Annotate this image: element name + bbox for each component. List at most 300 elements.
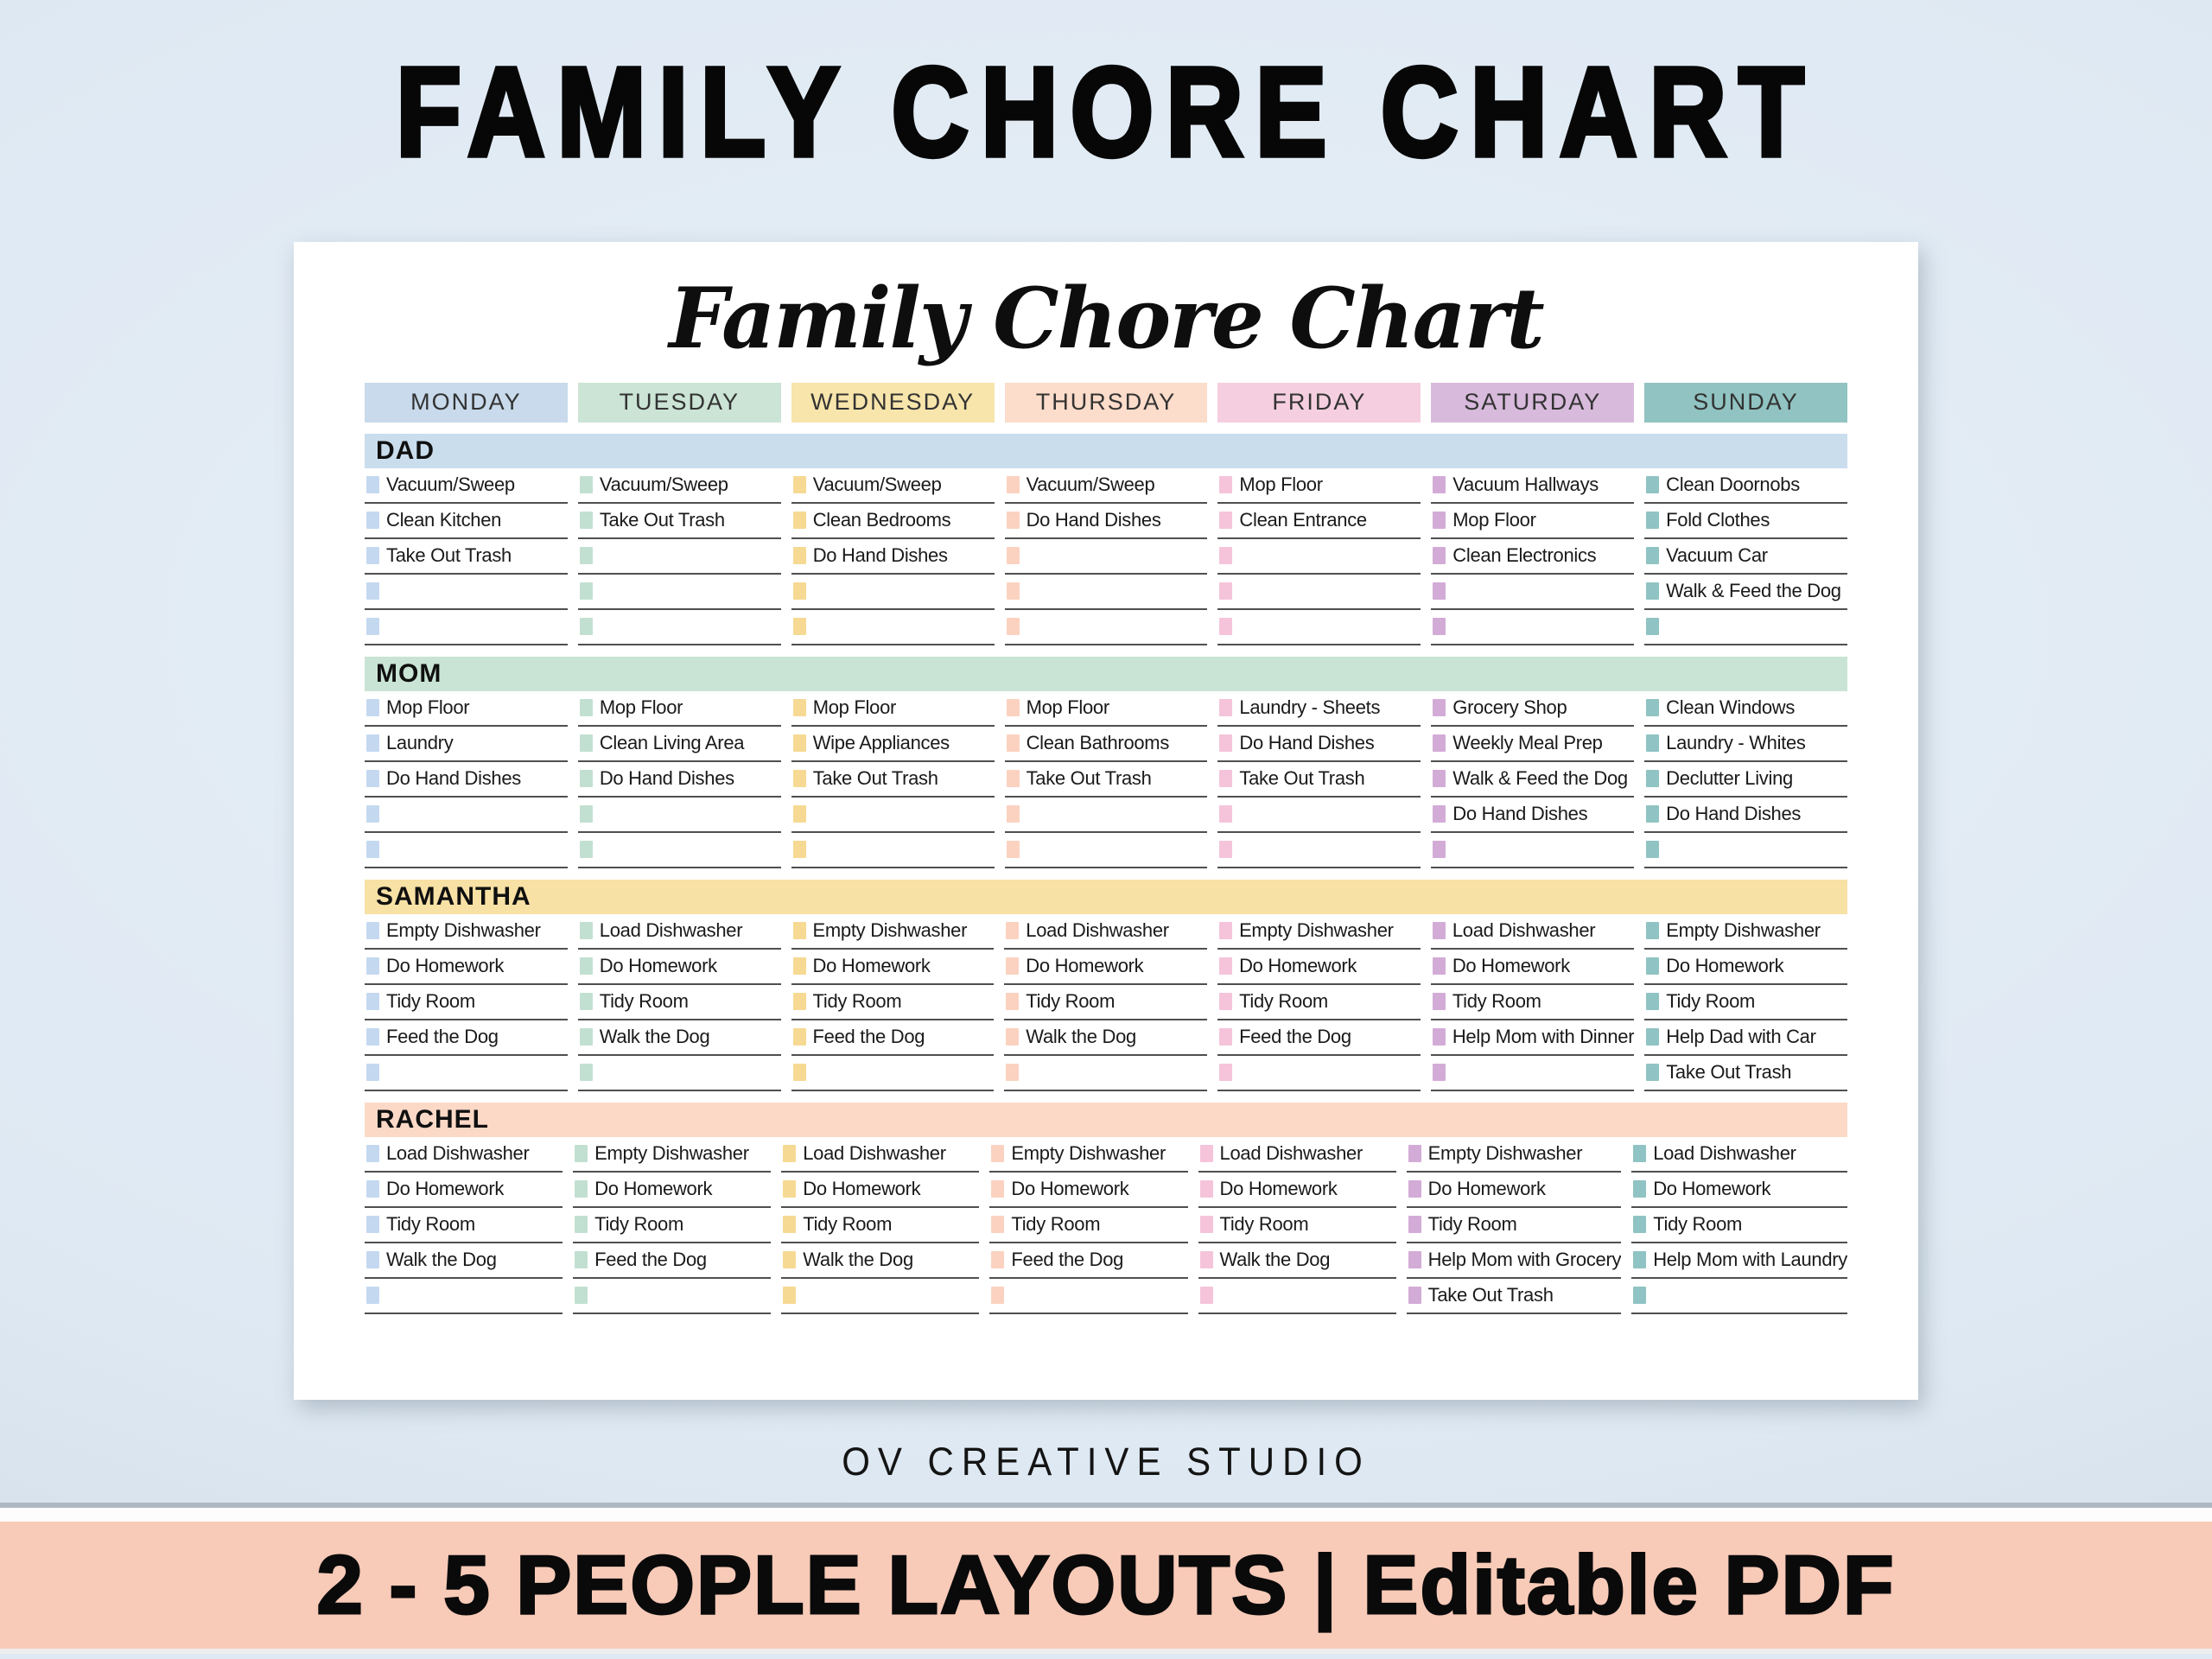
chore-checkbox[interactable] <box>366 734 379 752</box>
chore-row <box>791 610 995 645</box>
chore-checkbox[interactable] <box>366 993 379 1010</box>
chore-checkbox[interactable] <box>366 805 379 823</box>
chore-checkbox[interactable] <box>1646 841 1659 858</box>
chore-label: Clean Bedrooms <box>812 509 951 531</box>
chore-checkbox[interactable] <box>1408 1251 1421 1268</box>
chore-checkbox[interactable] <box>1200 1287 1213 1304</box>
chore-label: Do Hand Dishes <box>1666 803 1802 825</box>
chore-checkbox[interactable] <box>1408 1216 1421 1233</box>
chore-row <box>1431 985 1634 1020</box>
chore-checkbox[interactable] <box>575 1145 588 1162</box>
chore-checkbox[interactable] <box>1433 922 1446 939</box>
chore-checkbox[interactable] <box>783 1287 796 1304</box>
chore-checkbox[interactable] <box>1006 993 1019 1010</box>
chore-row <box>1217 762 1421 798</box>
chore-checkbox[interactable] <box>793 699 806 716</box>
chore-checkbox[interactable] <box>1007 841 1020 858</box>
chore-checkbox[interactable] <box>1219 582 1232 600</box>
chore-checkbox[interactable] <box>1433 476 1446 493</box>
day-header-friday: FRIDAY <box>1217 383 1421 423</box>
chore-checkbox[interactable] <box>1633 1180 1646 1198</box>
chore-row <box>365 985 568 1020</box>
chore-label: Help Mom with Dinner <box>1452 1026 1635 1048</box>
chore-checkbox[interactable] <box>580 547 593 564</box>
chore-row <box>791 914 995 950</box>
chore-row <box>1407 1137 1622 1173</box>
chore-label: Clean Entrance <box>1239 509 1367 531</box>
chore-label: Take Out Trash <box>1026 767 1152 790</box>
chore-label: Walk the Dog <box>803 1249 913 1271</box>
chore-row <box>791 575 995 610</box>
chore-row <box>1005 833 1208 868</box>
chore-checkbox[interactable] <box>1200 1180 1213 1198</box>
chore-checkbox[interactable] <box>793 734 806 752</box>
chore-label: Vacuum/Sweep <box>812 474 942 496</box>
chore-label: Load Dishwasher <box>1219 1142 1363 1165</box>
chore-label: Tidy Room <box>599 990 689 1013</box>
chore-row <box>1407 1208 1622 1243</box>
chore-row <box>791 1020 995 1056</box>
chore-checkbox[interactable] <box>793 512 806 529</box>
chore-row <box>573 1279 771 1314</box>
chore-label: Do Hand Dishes <box>1026 509 1161 531</box>
chore-row <box>989 1137 1187 1173</box>
chore-row <box>1431 539 1634 575</box>
chore-row <box>1004 1056 1207 1091</box>
chore-checkbox[interactable] <box>580 922 593 939</box>
chore-row <box>1217 798 1421 833</box>
chore-column-thursday <box>1005 468 1208 645</box>
chore-checkbox[interactable] <box>366 1251 379 1268</box>
chore-checkbox[interactable] <box>1433 841 1446 858</box>
chore-label: Tidy Room <box>386 1213 475 1236</box>
chore-checkbox[interactable] <box>1646 957 1659 975</box>
chore-row <box>1217 1056 1421 1091</box>
chore-checkbox[interactable] <box>793 618 806 635</box>
chore-checkbox[interactable] <box>1633 1216 1646 1233</box>
chore-label: Walk the Dog <box>599 1026 710 1048</box>
chore-label: Mop Floor <box>599 696 683 719</box>
chore-checkbox[interactable] <box>1633 1145 1646 1162</box>
chore-checkbox[interactable] <box>1646 922 1659 939</box>
chore-column-friday <box>1217 691 1421 868</box>
chore-checkbox[interactable] <box>1646 993 1659 1010</box>
chore-row <box>1004 914 1207 950</box>
chore-checkbox[interactable] <box>793 547 806 564</box>
chore-checkbox[interactable] <box>991 1251 1004 1268</box>
chore-row <box>1217 575 1421 610</box>
chore-checkbox[interactable] <box>1646 618 1659 635</box>
chore-checkbox[interactable] <box>783 1180 796 1198</box>
chore-checkbox[interactable] <box>991 1145 1004 1162</box>
chore-checkbox[interactable] <box>575 1287 588 1304</box>
chore-label: Tidy Room <box>1026 990 1116 1013</box>
chore-checkbox[interactable] <box>580 993 593 1010</box>
chore-row <box>781 1173 979 1208</box>
chore-row <box>1431 727 1634 762</box>
day-header-sunday: SUNDAY <box>1644 383 1847 423</box>
chore-label: Clean Kitchen <box>386 509 502 531</box>
member-sections <box>365 434 1847 1314</box>
chore-checkbox[interactable] <box>366 582 379 600</box>
chore-label: Take Out Trash <box>1427 1284 1554 1306</box>
chore-column-friday <box>1217 914 1421 1091</box>
chore-checkbox[interactable] <box>793 582 806 600</box>
chore-checkbox[interactable] <box>1633 1251 1646 1268</box>
chore-checkbox[interactable] <box>1007 770 1020 787</box>
chore-checkbox[interactable] <box>1219 957 1232 975</box>
chore-column-wednesday <box>791 468 995 645</box>
chore-column-tuesday <box>578 691 781 868</box>
chore-checkbox[interactable] <box>1219 618 1232 635</box>
chore-row <box>1407 1243 1622 1279</box>
chore-checkbox[interactable] <box>1408 1287 1421 1304</box>
chore-checkbox[interactable] <box>793 841 806 858</box>
chore-label: Laundry - Whites <box>1666 732 1806 754</box>
chore-label: Tidy Room <box>1452 990 1541 1013</box>
chore-label: Laundry <box>386 732 454 754</box>
chore-row <box>781 1137 979 1173</box>
chore-label: Wipe Appliances <box>812 732 950 754</box>
chore-checkbox[interactable] <box>366 1180 379 1198</box>
chore-row <box>1644 833 1847 868</box>
chore-label: Walk the Dog <box>386 1249 497 1271</box>
chore-label: Tidy Room <box>1219 1213 1309 1236</box>
chore-label: Take Out Trash <box>812 767 938 790</box>
chore-row <box>781 1208 979 1243</box>
chore-row <box>365 1279 563 1314</box>
chore-checkbox[interactable] <box>991 1287 1004 1304</box>
chore-checkbox[interactable] <box>366 1287 379 1304</box>
chore-checkbox[interactable] <box>793 805 806 823</box>
chore-label: Clean Bathrooms <box>1026 732 1170 754</box>
chore-checkbox[interactable] <box>366 512 379 529</box>
chore-label: Do Homework <box>1239 955 1357 977</box>
chore-checkbox[interactable] <box>366 1145 379 1162</box>
chore-label: Do Hand Dishes <box>1239 732 1375 754</box>
chore-row <box>791 504 995 539</box>
chore-row <box>1631 1279 1847 1314</box>
chore-checkbox[interactable] <box>580 734 593 752</box>
chore-checkbox[interactable] <box>1433 1064 1446 1081</box>
chore-checkbox[interactable] <box>366 1064 379 1081</box>
chore-checkbox[interactable] <box>1219 841 1232 858</box>
chore-checkbox[interactable] <box>1408 1145 1421 1162</box>
chore-row <box>578 914 781 950</box>
chore-checkbox[interactable] <box>1646 734 1659 752</box>
chore-label: Mop Floor <box>386 696 470 719</box>
chore-row <box>573 1243 771 1279</box>
chore-row <box>1005 691 1208 727</box>
chore-row <box>1431 575 1634 610</box>
chore-checkbox[interactable] <box>1433 512 1446 529</box>
chore-checkbox[interactable] <box>1007 734 1020 752</box>
chore-checkbox[interactable] <box>580 1064 593 1081</box>
chore-label: Empty Dishwasher <box>1427 1142 1583 1165</box>
chore-checkbox[interactable] <box>1219 770 1232 787</box>
chore-checkbox[interactable] <box>1646 512 1659 529</box>
chore-checkbox[interactable] <box>1433 993 1446 1010</box>
chore-row <box>1198 1279 1396 1314</box>
chore-checkbox[interactable] <box>1007 512 1020 529</box>
chore-checkbox[interactable] <box>1646 1064 1659 1081</box>
chore-row <box>365 1173 563 1208</box>
chore-checkbox[interactable] <box>1646 547 1659 564</box>
chore-column-sunday <box>1644 691 1847 868</box>
chore-checkbox[interactable] <box>1633 1287 1646 1304</box>
chore-label: Fold Clothes <box>1666 509 1770 531</box>
chore-label: Load Dishwasher <box>1026 919 1169 942</box>
chore-row <box>781 1243 979 1279</box>
chore-row <box>365 950 568 985</box>
chore-label: Vacuum/Sweep <box>1026 474 1155 496</box>
chore-row <box>578 504 781 539</box>
chore-row <box>1005 798 1208 833</box>
chore-row <box>1644 468 1847 504</box>
chore-row <box>1644 691 1847 727</box>
chore-checkbox[interactable] <box>1646 1028 1659 1046</box>
chore-row <box>1431 1056 1634 1091</box>
chore-row <box>578 539 781 575</box>
chore-row <box>578 1056 781 1091</box>
chore-row <box>791 539 995 575</box>
chore-row <box>365 539 568 575</box>
chore-row <box>1004 1020 1207 1056</box>
chore-checkbox[interactable] <box>366 618 379 635</box>
chore-row <box>1644 1056 1847 1091</box>
chore-row <box>1217 691 1421 727</box>
chore-checkbox[interactable] <box>1646 582 1659 600</box>
chore-column-sunday <box>1644 914 1847 1091</box>
chore-row <box>1005 504 1208 539</box>
chore-checkbox[interactable] <box>793 476 806 493</box>
chore-checkbox[interactable] <box>1219 547 1232 564</box>
chore-checkbox[interactable] <box>1200 1251 1213 1268</box>
chore-checkbox[interactable] <box>1219 476 1232 493</box>
chore-row <box>365 610 568 645</box>
chore-checkbox[interactable] <box>580 805 593 823</box>
chore-row <box>365 914 568 950</box>
chore-checkbox[interactable] <box>1006 957 1019 975</box>
chore-label: Help Dad with Car <box>1666 1026 1816 1048</box>
chore-label: Do Homework <box>812 955 931 977</box>
chore-row <box>1631 1208 1847 1243</box>
chore-column-sunday <box>1631 1137 1847 1314</box>
chore-checkbox[interactable] <box>1007 805 1020 823</box>
chore-row <box>573 1208 771 1243</box>
chore-checkbox[interactable] <box>783 1216 796 1233</box>
chore-label: Mop Floor <box>1239 474 1323 496</box>
chore-checkbox[interactable] <box>580 957 593 975</box>
chore-checkbox[interactable] <box>366 957 379 975</box>
chore-checkbox[interactable] <box>1646 805 1659 823</box>
chore-row <box>578 762 781 798</box>
chore-label: Take Out Trash <box>1666 1061 1792 1084</box>
promo-banner: 2 - 5 PEOPLE LAYOUTS | Editable PDF <box>0 1522 2212 1649</box>
chore-row <box>1407 1173 1622 1208</box>
studio-credit: OV CREATIVE STUDIO <box>842 1440 1370 1484</box>
chore-label: Clean Living Area <box>599 732 745 754</box>
chore-checkbox[interactable] <box>1219 699 1232 716</box>
chore-checkbox[interactable] <box>991 1180 1004 1198</box>
chore-checkbox[interactable] <box>580 699 593 716</box>
day-header-tuesday: TUESDAY <box>578 383 781 423</box>
chore-label: Take Out Trash <box>1239 767 1365 790</box>
chore-label: Do Homework <box>1653 1178 1771 1200</box>
chore-row <box>1198 1137 1396 1173</box>
chore-checkbox[interactable] <box>575 1251 588 1268</box>
chore-label: Load Dishwasher <box>1653 1142 1796 1165</box>
chore-checkbox[interactable] <box>580 582 593 600</box>
chore-checkbox[interactable] <box>1219 922 1232 939</box>
chore-checkbox[interactable] <box>580 476 593 493</box>
chore-checkbox[interactable] <box>1433 699 1446 716</box>
chore-checkbox[interactable] <box>1200 1216 1213 1233</box>
chore-checkbox[interactable] <box>1408 1180 1421 1198</box>
day-header-saturday: SATURDAY <box>1431 383 1634 423</box>
chart-title: Family Chore Chart <box>669 270 1543 367</box>
chore-row <box>791 727 995 762</box>
chore-checkbox[interactable] <box>1433 957 1446 975</box>
chore-row <box>989 1279 1187 1314</box>
chore-label: Declutter Living <box>1666 767 1793 790</box>
chore-row <box>1631 1173 1847 1208</box>
chore-row <box>578 985 781 1020</box>
chore-label: Clean Windows <box>1666 696 1796 719</box>
chore-checkbox[interactable] <box>580 618 593 635</box>
chore-checkbox[interactable] <box>1007 476 1020 493</box>
chore-row <box>1005 762 1208 798</box>
chore-checkbox[interactable] <box>366 1216 379 1233</box>
chore-checkbox[interactable] <box>1433 547 1446 564</box>
chore-checkbox[interactable] <box>1433 770 1446 787</box>
chore-checkbox[interactable] <box>793 922 806 939</box>
chore-checkbox[interactable] <box>1433 618 1446 635</box>
chore-checkbox[interactable] <box>1219 512 1232 529</box>
chore-label: Take Out Trash <box>386 544 512 567</box>
chore-grid-samantha <box>365 914 1847 1091</box>
chore-column-saturday <box>1431 691 1634 868</box>
divider-strip <box>0 1508 2212 1522</box>
chore-grid-dad <box>365 468 1847 645</box>
chore-checkbox[interactable] <box>991 1216 1004 1233</box>
chore-checkbox[interactable] <box>1646 770 1659 787</box>
chore-row <box>1005 610 1208 645</box>
chore-checkbox[interactable] <box>366 699 379 716</box>
chore-checkbox[interactable] <box>793 1064 806 1081</box>
chore-row <box>791 691 995 727</box>
chore-checkbox[interactable] <box>783 1145 796 1162</box>
chore-row <box>791 950 995 985</box>
chore-checkbox[interactable] <box>1646 699 1659 716</box>
chore-checkbox[interactable] <box>580 841 593 858</box>
chore-column-wednesday <box>781 1137 979 1314</box>
chore-label: Load Dishwasher <box>386 1142 530 1165</box>
chore-checkbox[interactable] <box>366 476 379 493</box>
chore-checkbox[interactable] <box>1219 993 1232 1010</box>
chore-checkbox[interactable] <box>1006 922 1019 939</box>
chore-label: Do Homework <box>1666 955 1784 977</box>
chore-row <box>1431 762 1634 798</box>
chore-checkbox[interactable] <box>1007 699 1020 716</box>
chore-column-monday <box>365 691 568 868</box>
chore-label: Do Homework <box>803 1178 921 1200</box>
chore-row <box>365 798 568 833</box>
chore-label: Empty Dishwasher <box>1666 919 1821 942</box>
chore-row <box>1644 727 1847 762</box>
chore-checkbox[interactable] <box>1433 805 1446 823</box>
chore-row <box>1005 727 1208 762</box>
chore-checkbox[interactable] <box>1219 734 1232 752</box>
chore-checkbox[interactable] <box>1219 805 1232 823</box>
chore-label: Clean Electronics <box>1452 544 1597 567</box>
chore-row <box>578 1020 781 1056</box>
chore-checkbox[interactable] <box>1219 1028 1232 1046</box>
chore-checkbox[interactable] <box>783 1251 796 1268</box>
chore-checkbox[interactable] <box>580 512 593 529</box>
chore-column-friday <box>1217 468 1421 645</box>
chore-checkbox[interactable] <box>1433 582 1446 600</box>
chore-label: Feed the Dog <box>1239 1026 1351 1048</box>
chore-row <box>573 1137 771 1173</box>
chore-checkbox[interactable] <box>1007 618 1020 635</box>
chore-checkbox[interactable] <box>1200 1145 1213 1162</box>
chore-checkbox[interactable] <box>1433 1028 1446 1046</box>
chore-label: Load Dishwasher <box>1452 919 1596 942</box>
chore-row <box>365 468 568 504</box>
chore-row <box>1198 1208 1396 1243</box>
chore-checkbox[interactable] <box>1006 1028 1019 1046</box>
member-band-dad: DAD <box>365 434 1847 468</box>
chore-row <box>1644 914 1847 950</box>
chore-row <box>578 691 781 727</box>
chore-checkbox[interactable] <box>580 770 593 787</box>
chore-checkbox[interactable] <box>1006 1064 1019 1081</box>
chore-checkbox[interactable] <box>1219 1064 1232 1081</box>
chore-row <box>1431 1020 1634 1056</box>
chore-checkbox[interactable] <box>366 841 379 858</box>
day-header-row <box>365 383 1847 423</box>
chore-label: Do Homework <box>594 1178 713 1200</box>
chore-checkbox[interactable] <box>366 1028 379 1046</box>
chore-checkbox[interactable] <box>366 547 379 564</box>
chore-label: Mop Floor <box>812 696 897 719</box>
chore-checkbox[interactable] <box>575 1216 588 1233</box>
chore-checkbox[interactable] <box>793 1028 806 1046</box>
chore-checkbox[interactable] <box>1646 476 1659 493</box>
chore-row <box>1431 914 1634 950</box>
chore-row <box>791 468 995 504</box>
chore-checkbox[interactable] <box>793 957 806 975</box>
chore-label: Help Mom with Grocery <box>1427 1249 1622 1271</box>
chore-row <box>1407 1279 1622 1314</box>
chore-column-monday <box>365 468 568 645</box>
chore-row <box>365 833 568 868</box>
day-header-monday: MONDAY <box>365 383 568 423</box>
chore-checkbox[interactable] <box>366 922 379 939</box>
chore-row <box>1644 610 1847 645</box>
chore-checkbox[interactable] <box>1007 547 1020 564</box>
chore-checkbox[interactable] <box>793 770 806 787</box>
chore-label: Do Hand Dishes <box>599 767 734 790</box>
chore-checkbox[interactable] <box>793 993 806 1010</box>
chore-checkbox[interactable] <box>1007 582 1020 600</box>
chore-row <box>1431 833 1634 868</box>
chore-checkbox[interactable] <box>575 1180 588 1198</box>
chore-checkbox[interactable] <box>1433 734 1446 752</box>
chore-checkbox[interactable] <box>366 770 379 787</box>
chore-checkbox[interactable] <box>580 1028 593 1046</box>
